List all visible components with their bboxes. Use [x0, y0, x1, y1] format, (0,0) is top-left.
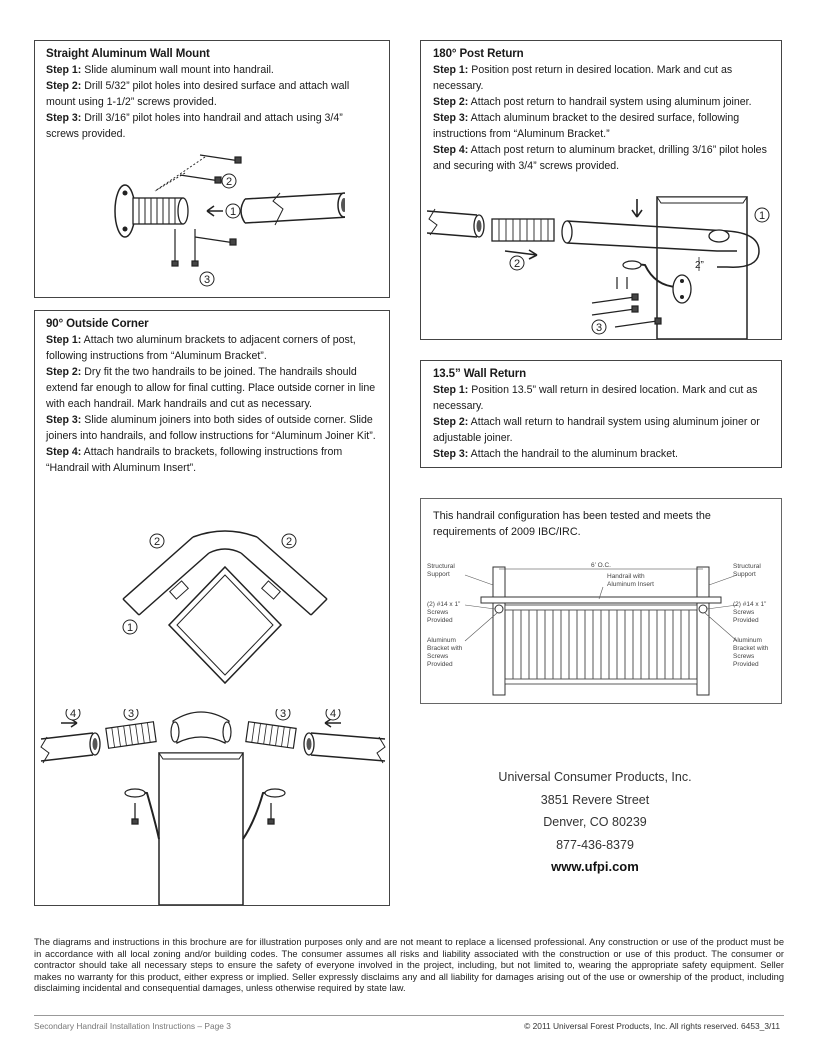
company-name: Universal Consumer Products, Inc.	[498, 770, 692, 784]
wall-mount-title: Straight Aluminum Wall Mount	[46, 48, 210, 60]
footer-divider	[34, 1015, 784, 1016]
callout-2-left-label: 2	[153, 536, 161, 548]
wall-return-step-2: Step 2: Attach wall return to handrail system using aluminum joiner or adjustable joiner.	[433, 416, 760, 444]
callout-2-right-label: 2	[285, 536, 293, 548]
wall-return-section	[420, 360, 782, 468]
callout-1-label: 1	[126, 622, 134, 634]
wall-mount-step-1: Step 1: Slide aluminum wall mount into handrail.	[46, 64, 274, 76]
callout-3-label: 3	[203, 274, 211, 286]
structural-support-label-right: Structural Support	[733, 563, 761, 578]
outside-corner-step-1: Step 1: Attach two aluminum brackets to adjacent corners of post, following instructions from “Aluminum Bracket”.	[46, 334, 356, 362]
callout-1-label: 1	[758, 210, 766, 222]
callout-4-right-label: 4	[329, 709, 337, 720]
company-street: 3851 Revere Street	[540, 792, 650, 807]
outside-corner-section	[34, 310, 390, 906]
tested-statement: This handrail configuration has been tested and meets the requirements of 2009 IBC/IRC.	[433, 510, 711, 538]
company-phone: 877-436-8379	[556, 837, 634, 852]
wall-return-step-3: Step 3: Attach the handrail to the aluminum bracket.	[433, 448, 678, 460]
footer-page-label: Secondary Handrail Installation Instructions – Page 3	[34, 1021, 231, 1031]
post-return-step-1: Step 1: Position post return in desired location. Mark and cut as necessary.	[433, 64, 733, 92]
screws-label-right: (2) #14 x 1” Screws Provided	[733, 601, 767, 624]
outside-corner-step-2: Step 2: Dry fit the two handrails to be joined. The handrails should extend far enough to allow for final cutting. Place outside corner in line with each handrail. Mark handrails and cut as necessary.	[46, 366, 376, 410]
wall-mount-section	[34, 40, 390, 298]
outside-corner-title: 90° Outside Corner	[46, 318, 149, 330]
company-website-link[interactable]: www.ufpi.com	[551, 859, 639, 874]
outside-corner-piece	[173, 712, 229, 743]
outside-corner-step-3: Step 3: Slide aluminum joiners into both sides of outside corner. Slide joiners into handrails, and follow instructions for “Aluminum Joiner Kit”.	[46, 414, 376, 442]
oc-label: 6’ O.C.	[591, 562, 611, 569]
company-city: Denver, CO 80239	[543, 815, 647, 829]
dimension-label: 2”	[695, 260, 704, 271]
callout-3-label: 3	[595, 322, 603, 334]
handrail	[245, 193, 345, 223]
post-return-step-2: Step 2: Attach post return to handrail system using aluminum joiner.	[433, 96, 752, 108]
post-return-step-3: Step 3: Attach aluminum bracket to the desired surface, following instructions from “Aluminum Bracket.”	[433, 112, 740, 140]
post-return-step-4: Step 4: Attach post return to aluminum bracket, drilling 3/16” pilot holes and securing with 3/4” screws provided.	[433, 144, 767, 172]
handrail-insert-label: Handrail with Aluminum Insert	[607, 573, 654, 588]
callout-2-label: 2	[225, 176, 233, 188]
company-address	[470, 766, 720, 879]
bracket-label-right: Aluminum Bracket with Screws Provided	[733, 637, 769, 668]
post-return-title: 180° Post Return	[433, 48, 524, 60]
wall-return-step-1: Step 1: Position 13.5” wall return in desired location. Mark and cut as necessary.	[433, 384, 758, 412]
outside-corner-exploded-diagram	[35, 709, 391, 905]
wall-mount-diagram	[95, 143, 345, 293]
bracket-label-left: Aluminum Bracket with Screws Provided	[427, 637, 463, 668]
callout-1-label: 1	[229, 206, 237, 218]
callout-4-left-label: 4	[69, 709, 77, 720]
post-top	[169, 567, 281, 683]
outside-corner-top-diagram	[113, 529, 343, 689]
wall-mount-step-3: Step 3: Drill 3/16” pilot holes into handrail and attach using 3/4” screws provided.	[46, 112, 343, 140]
tested-configuration-section	[420, 498, 782, 704]
outside-corner-step-4: Step 4: Attach handrails to brackets, following instructions from “Handrail with Aluminum Insert”.	[46, 446, 343, 474]
callout-3-left-label: 3	[127, 709, 135, 720]
callout-2-label: 2	[513, 258, 521, 270]
aluminum-joiner	[492, 219, 554, 241]
post-return-diagram	[427, 191, 777, 339]
disclaimer-text: The diagrams and instructions in this brochure are for illustration purposes only and are not meant to replace a licensed professional. Any construction or use of the product must be in accordance with all local zoning and/or building codes. The consumer assumes all risks and liability associated with the construction or use of this product. The consumer or contractor should take all necessary steps to ensure the safety of everyone involved in the project, including, but not limited to, wearing the appropriate safety equipment. Seller makes no warranty for this product, either express or implied. Seller expressly disclaims any and all liability for damages arising out of the use or ownership of the product, including disclaiming incidental and consequential damages, unless otherwise required by state law.	[34, 937, 784, 994]
post-return-section	[420, 40, 782, 340]
wall-mount-step-2: Step 2: Drill 5/32” pilot holes into desired surface and attach wall mount using 1-1/2” screws provided.	[46, 80, 350, 108]
callout-3-right-label: 3	[279, 709, 287, 720]
structural-support-label-left: Structural Support	[427, 563, 455, 578]
post	[159, 753, 243, 905]
railing-elevation-diagram	[427, 561, 779, 699]
footer-copyright: © 2011 Universal Forest Products, Inc. All rights reserved. 6453_3/11	[524, 1021, 780, 1031]
screws-label-left: (2) #14 x 1” Screws Provided	[427, 601, 461, 624]
wall-return-title: 13.5” Wall Return	[433, 368, 527, 380]
